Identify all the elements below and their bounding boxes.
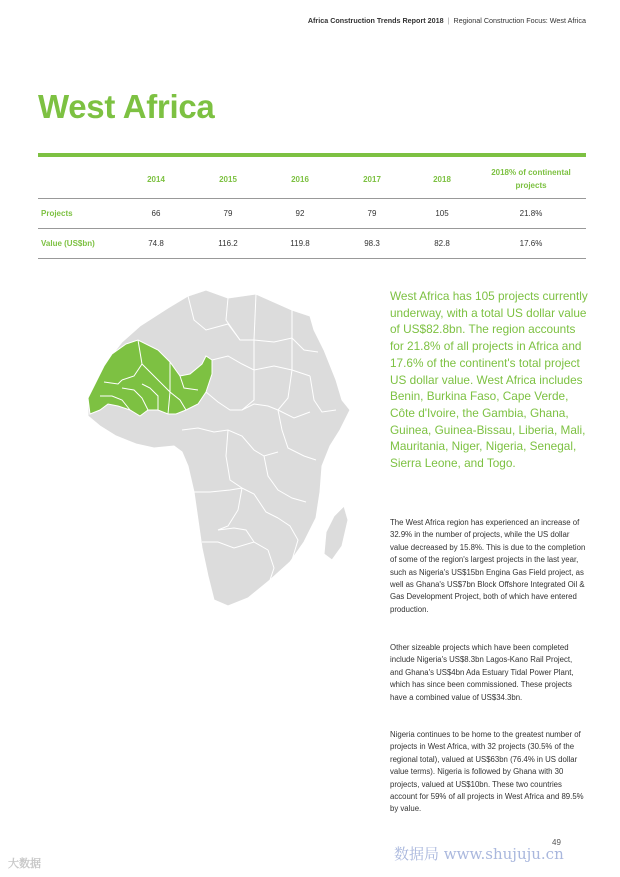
table-cell: 119.8 [264,229,336,259]
table-cell: 17.6% [476,229,586,259]
table-cell: 74.8 [120,229,192,259]
stats-table [38,160,586,259]
page-number: 49 [552,838,561,847]
row-label: Value (US$bn) [38,229,120,259]
column-header: 2017 [363,174,381,184]
table-header-row [38,160,586,199]
intro-paragraph: West Africa has 105 projects currently underway, with a total US dollar value of US$82.8bn. The region accounts for 21.8% of all projects in Africa and 17.6% of the continent's total project US dollar value. West Africa includes Benin, Burkina Faso, Cape Verde, Côte d'Ivoire, the Gambia, Ghana, Guinea, Guinea-Bissau, Liberia, Mali, Mauritania, Niger, Nigeria, Senegal, Sierra Leone, and Togo. [390,289,588,471]
body-paragraph: Nigeria continues to be home to the greatest number of projects in West Africa, with 32 projects (30.5% of the regional total), valued at US$63bn (76.4% in US dollar value terms). Nigeria is followed by Ghana with 30 projects, valued at US$10bn. These two countries account for 59% of all projects in West Africa and 89.5% by value. [390,730,584,814]
table-cell: 98.3 [336,229,408,259]
column-header [38,160,120,199]
table-cell: 82.8 [408,229,476,259]
madagascar-shape [324,506,348,560]
body-paragraph: Other sizeable projects which have been completed include Nigeria's US$8.3bn Lagos-Kano Rail Project, and Ghana's US$4bn Ada Estuary Tidal Power Plant, which has since been commissioned. These projects have a combined value of US$34.3bn. [390,643,574,702]
title-rule [38,153,586,157]
column-header: 2018% of continental projects [491,168,571,190]
table-cell: 79 [192,199,264,229]
table-cell: 21.8% [476,199,586,229]
table-row [38,199,586,229]
report-title: Africa Construction Trends Report 2018 [307,16,444,25]
row-label: Projects [38,199,120,229]
body-paragraph: The West Africa region has experienced an increase of 32.9% in the number of projects, while the US dollar value decreased by 15.8%. This is due to the completion of some of the region's largest projects in the last year, such as Nigeria's US$15bn Engina Gas Field project, as well as Ghana's US$7bn Block Offshore Integrated Oil & Gas Development Project, both of which have entered production. [390,518,586,614]
table-cell: 92 [264,199,336,229]
column-header: 2016 [291,174,309,184]
table-cell: 116.2 [192,229,264,259]
page-title: West Africa [38,88,215,125]
header-separator: | [447,16,450,25]
column-header: 2014 [147,174,165,184]
column-header: 2018 [433,174,451,184]
table-cell: 66 [120,199,192,229]
africa-map [78,280,358,615]
section-title: Regional Construction Focus: West Africa [453,16,586,25]
watermark-right: 数据局 www.shujuju.cn [394,845,564,863]
running-header [308,16,586,25]
table-cell: 79 [336,199,408,229]
table-cell: 105 [408,199,476,229]
table-row [38,229,586,259]
watermark-left: 大数据 [8,858,41,870]
column-header: 2015 [219,174,237,184]
africa-continent-shape [88,290,350,606]
